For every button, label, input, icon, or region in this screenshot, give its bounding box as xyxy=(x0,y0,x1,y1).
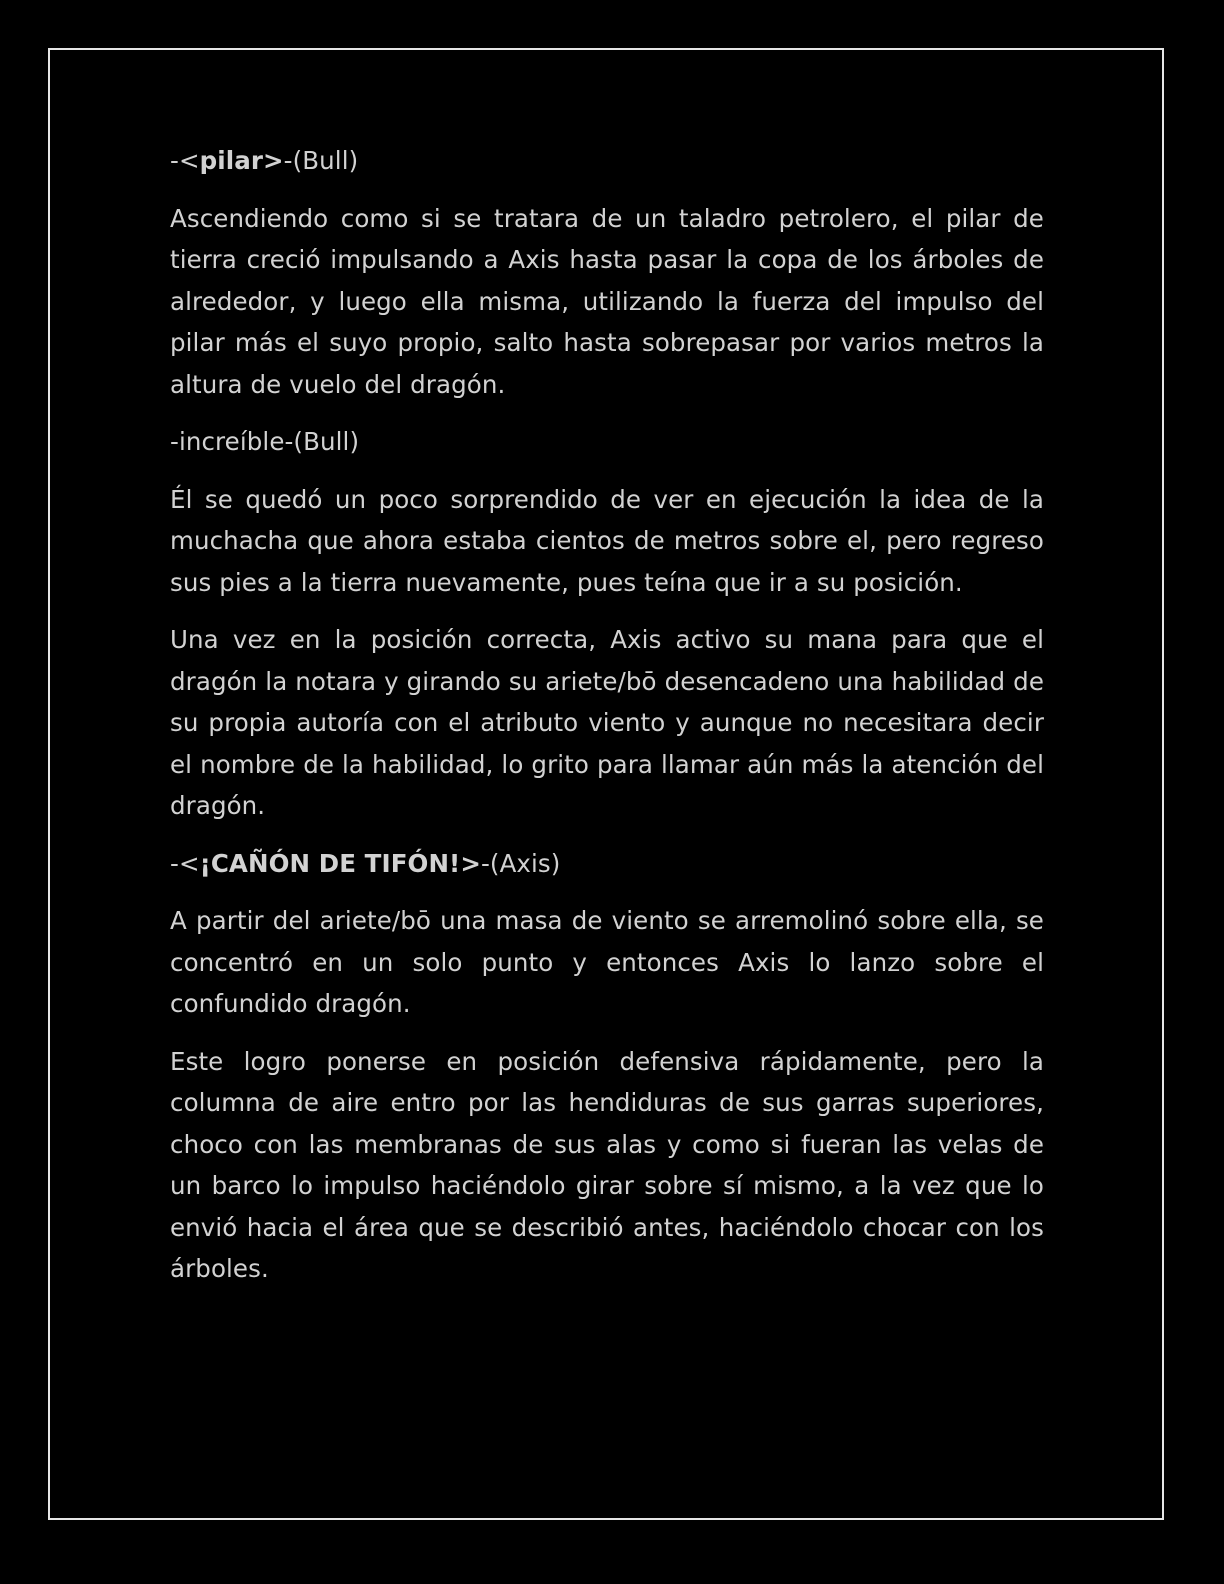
dialogue-line: -increíble-(Bull) xyxy=(170,427,360,456)
shout-text: ¡CAÑÓN DE TIFÓN!> xyxy=(199,848,481,878)
narration-paragraph: Él se quedó un poco sorprendido de ver en ejecución la idea de la muchacha que ahora estaba cientos de metros sobre el, pero regreso sus pies a la tierra nuevamente, pues teína que ir a su posición. xyxy=(170,484,1044,597)
dialogue-line xyxy=(170,843,1044,885)
narration-paragraph: Una vez en la posición correcta, Axis activo su mana para que el dragón la notara y girando su ariete/bō desencadeno una habilidad de su propia autoría con el atributo viento y aunque no necesitara decir el nombre de la habilidad, lo grito para llamar aún más la atención del dragón. xyxy=(170,625,1044,820)
document-body xyxy=(170,140,1044,1306)
speaker-tag: -(Bull) xyxy=(283,146,359,175)
narration-paragraph: Este logro ponerse en posición defensiva rápidamente, pero la columna de aire entro por las hendiduras de sus garras superiores, choco con las membranas de sus alas y como si fueran las velas de un barco lo impulso haciéndolo girar sobre sí mismo, a la vez que lo envió hacia el área que se describió antes, haciéndolo chocar con los árboles. xyxy=(170,1046,1044,1283)
dialogue-prefix: -< xyxy=(170,848,200,878)
dialogue-line xyxy=(170,140,1044,182)
narration-paragraph: Ascendiendo como si se tratara de un taladro petrolero, el pilar de tierra creció impulsando a Axis hasta pasar la copa de los árboles de alrededor, y luego ella misma, utilizando la fuerza del impulso del pilar más el suyo propio, salto hasta sobrepasar por varios metros la altura de vuelo del dragón. xyxy=(170,203,1044,399)
shout-text: pilar> xyxy=(199,146,284,175)
speaker-tag: -(Axis) xyxy=(480,848,561,878)
dialogue-prefix: -< xyxy=(170,146,200,175)
narration-paragraph: A partir del ariete/bō una masa de viento se arremolinó sobre ella, se concentró en un solo punto y entonces Axis lo lanzo sobre el confundido dragón. xyxy=(170,906,1044,1018)
